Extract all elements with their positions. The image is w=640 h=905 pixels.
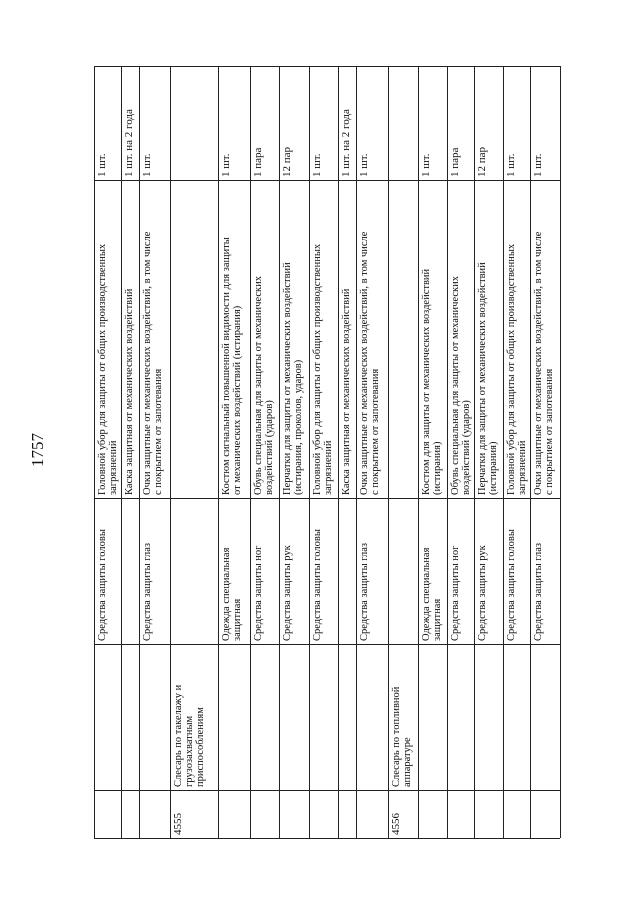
cell-category: Одежда специальная защитная bbox=[421, 547, 443, 641]
cell-qty: 1 шт. на 2 года bbox=[123, 109, 135, 177]
cell-item: Перчатки для защиты от механических воздействий (истирания, проколов, ударов) bbox=[282, 262, 304, 495]
cell-item: Головной убор для защиты от общих производственных загрязнений bbox=[506, 243, 528, 495]
column-divider bbox=[94, 644, 560, 645]
cell-qty: 1 шт. на 2 года bbox=[340, 109, 352, 177]
row-divider bbox=[530, 66, 531, 838]
table-border bbox=[94, 66, 560, 67]
cell-category: Средства защиты ног bbox=[253, 545, 264, 641]
row-divider bbox=[170, 66, 171, 838]
row-divider bbox=[309, 66, 310, 838]
row-divider bbox=[279, 66, 280, 838]
cell-item: Обувь специальная для защиты от механических воздействий (ударов) bbox=[450, 276, 472, 495]
table-border bbox=[94, 66, 95, 838]
cell-qty: 1 шт. bbox=[420, 153, 432, 177]
cell-qty: 1 шт. bbox=[96, 153, 108, 177]
cell-category: Средства защиты головы bbox=[97, 529, 108, 641]
row-divider bbox=[474, 66, 475, 838]
cell-qty: 1 шт. bbox=[358, 153, 370, 177]
column-divider bbox=[94, 498, 560, 499]
cell-item: Перчатки для защиты от механических воздействий (истирания) bbox=[477, 262, 499, 495]
row-divider bbox=[418, 66, 419, 838]
cell-profession: Слесарь по топливной аппаратуре bbox=[391, 686, 413, 787]
cell-qty: 1 шт. bbox=[220, 153, 232, 177]
cell-profession: Слесарь по такелажу и грузозахватным приспособлениям bbox=[173, 684, 206, 787]
cell-qty: 1 шт. bbox=[505, 153, 517, 177]
page-number: 1757 bbox=[28, 433, 47, 467]
cell-qty: 1 пара bbox=[449, 147, 461, 177]
cell-qty: 1 шт. bbox=[532, 153, 544, 177]
row-divider bbox=[139, 66, 140, 838]
cell-category: Средства защиты ног bbox=[450, 545, 461, 641]
row-divider bbox=[503, 66, 504, 838]
cell-qty: 1 шт. bbox=[311, 153, 323, 177]
cell-qty: 12 пар bbox=[476, 146, 488, 177]
cell-qty: 1 шт. bbox=[141, 153, 153, 177]
cell-item: Каска защитная от механических воздействий bbox=[341, 288, 352, 495]
row-divider bbox=[121, 66, 122, 838]
cell-item: Каска защитная от механических воздействий bbox=[124, 288, 135, 495]
cell-category: Средства защиты рук bbox=[477, 545, 488, 641]
table-border bbox=[560, 66, 561, 838]
cell-category: Средства защиты глаз bbox=[359, 542, 370, 641]
cell-item: Костюм сигнальный повышенной видимости для защиты от механических воздействий (истирания) bbox=[221, 237, 243, 495]
cell-item: Очки защитные от механических воздействий, в том числе с покрытием от запотевания bbox=[359, 231, 381, 495]
cell-code: 4556 bbox=[390, 813, 402, 835]
row-divider bbox=[356, 66, 357, 838]
column-divider bbox=[94, 180, 560, 181]
column-divider bbox=[94, 790, 560, 791]
cell-category: Одежда специальная защитная bbox=[221, 547, 243, 641]
row-divider bbox=[218, 66, 219, 838]
cell-category: Средства защиты глаз bbox=[533, 542, 544, 641]
cell-item: Очки защитные от механических воздействий, в том числе с покрытием от запотевания bbox=[142, 231, 164, 495]
cell-category: Средства защиты головы bbox=[506, 529, 517, 641]
cell-category: Средства защиты глаз bbox=[142, 542, 153, 641]
cell-item: Очки защитные от механических воздействий, в том числе с покрытием от запотевания bbox=[533, 231, 555, 495]
cell-code: 4555 bbox=[172, 813, 184, 835]
cell-category: Средства защиты головы bbox=[312, 529, 323, 641]
row-divider bbox=[338, 66, 339, 838]
cell-category: Средства защиты рук bbox=[282, 545, 293, 641]
row-divider bbox=[447, 66, 448, 838]
cell-qty: 12 пар bbox=[281, 146, 293, 177]
cell-qty: 1 пара bbox=[252, 147, 264, 177]
cell-item: Обувь специальная для защиты от механических воздействий (ударов) bbox=[253, 276, 275, 495]
cell-item: Головной убор для защиты от общих производственных загрязнений bbox=[312, 243, 334, 495]
table-border bbox=[94, 838, 560, 839]
row-divider bbox=[388, 66, 389, 838]
row-divider bbox=[250, 66, 251, 838]
cell-item: Костюм для защиты от механических воздействий (истирания) bbox=[421, 268, 443, 495]
cell-item: Головной убор для защиты от общих производственных загрязнений bbox=[97, 243, 119, 495]
